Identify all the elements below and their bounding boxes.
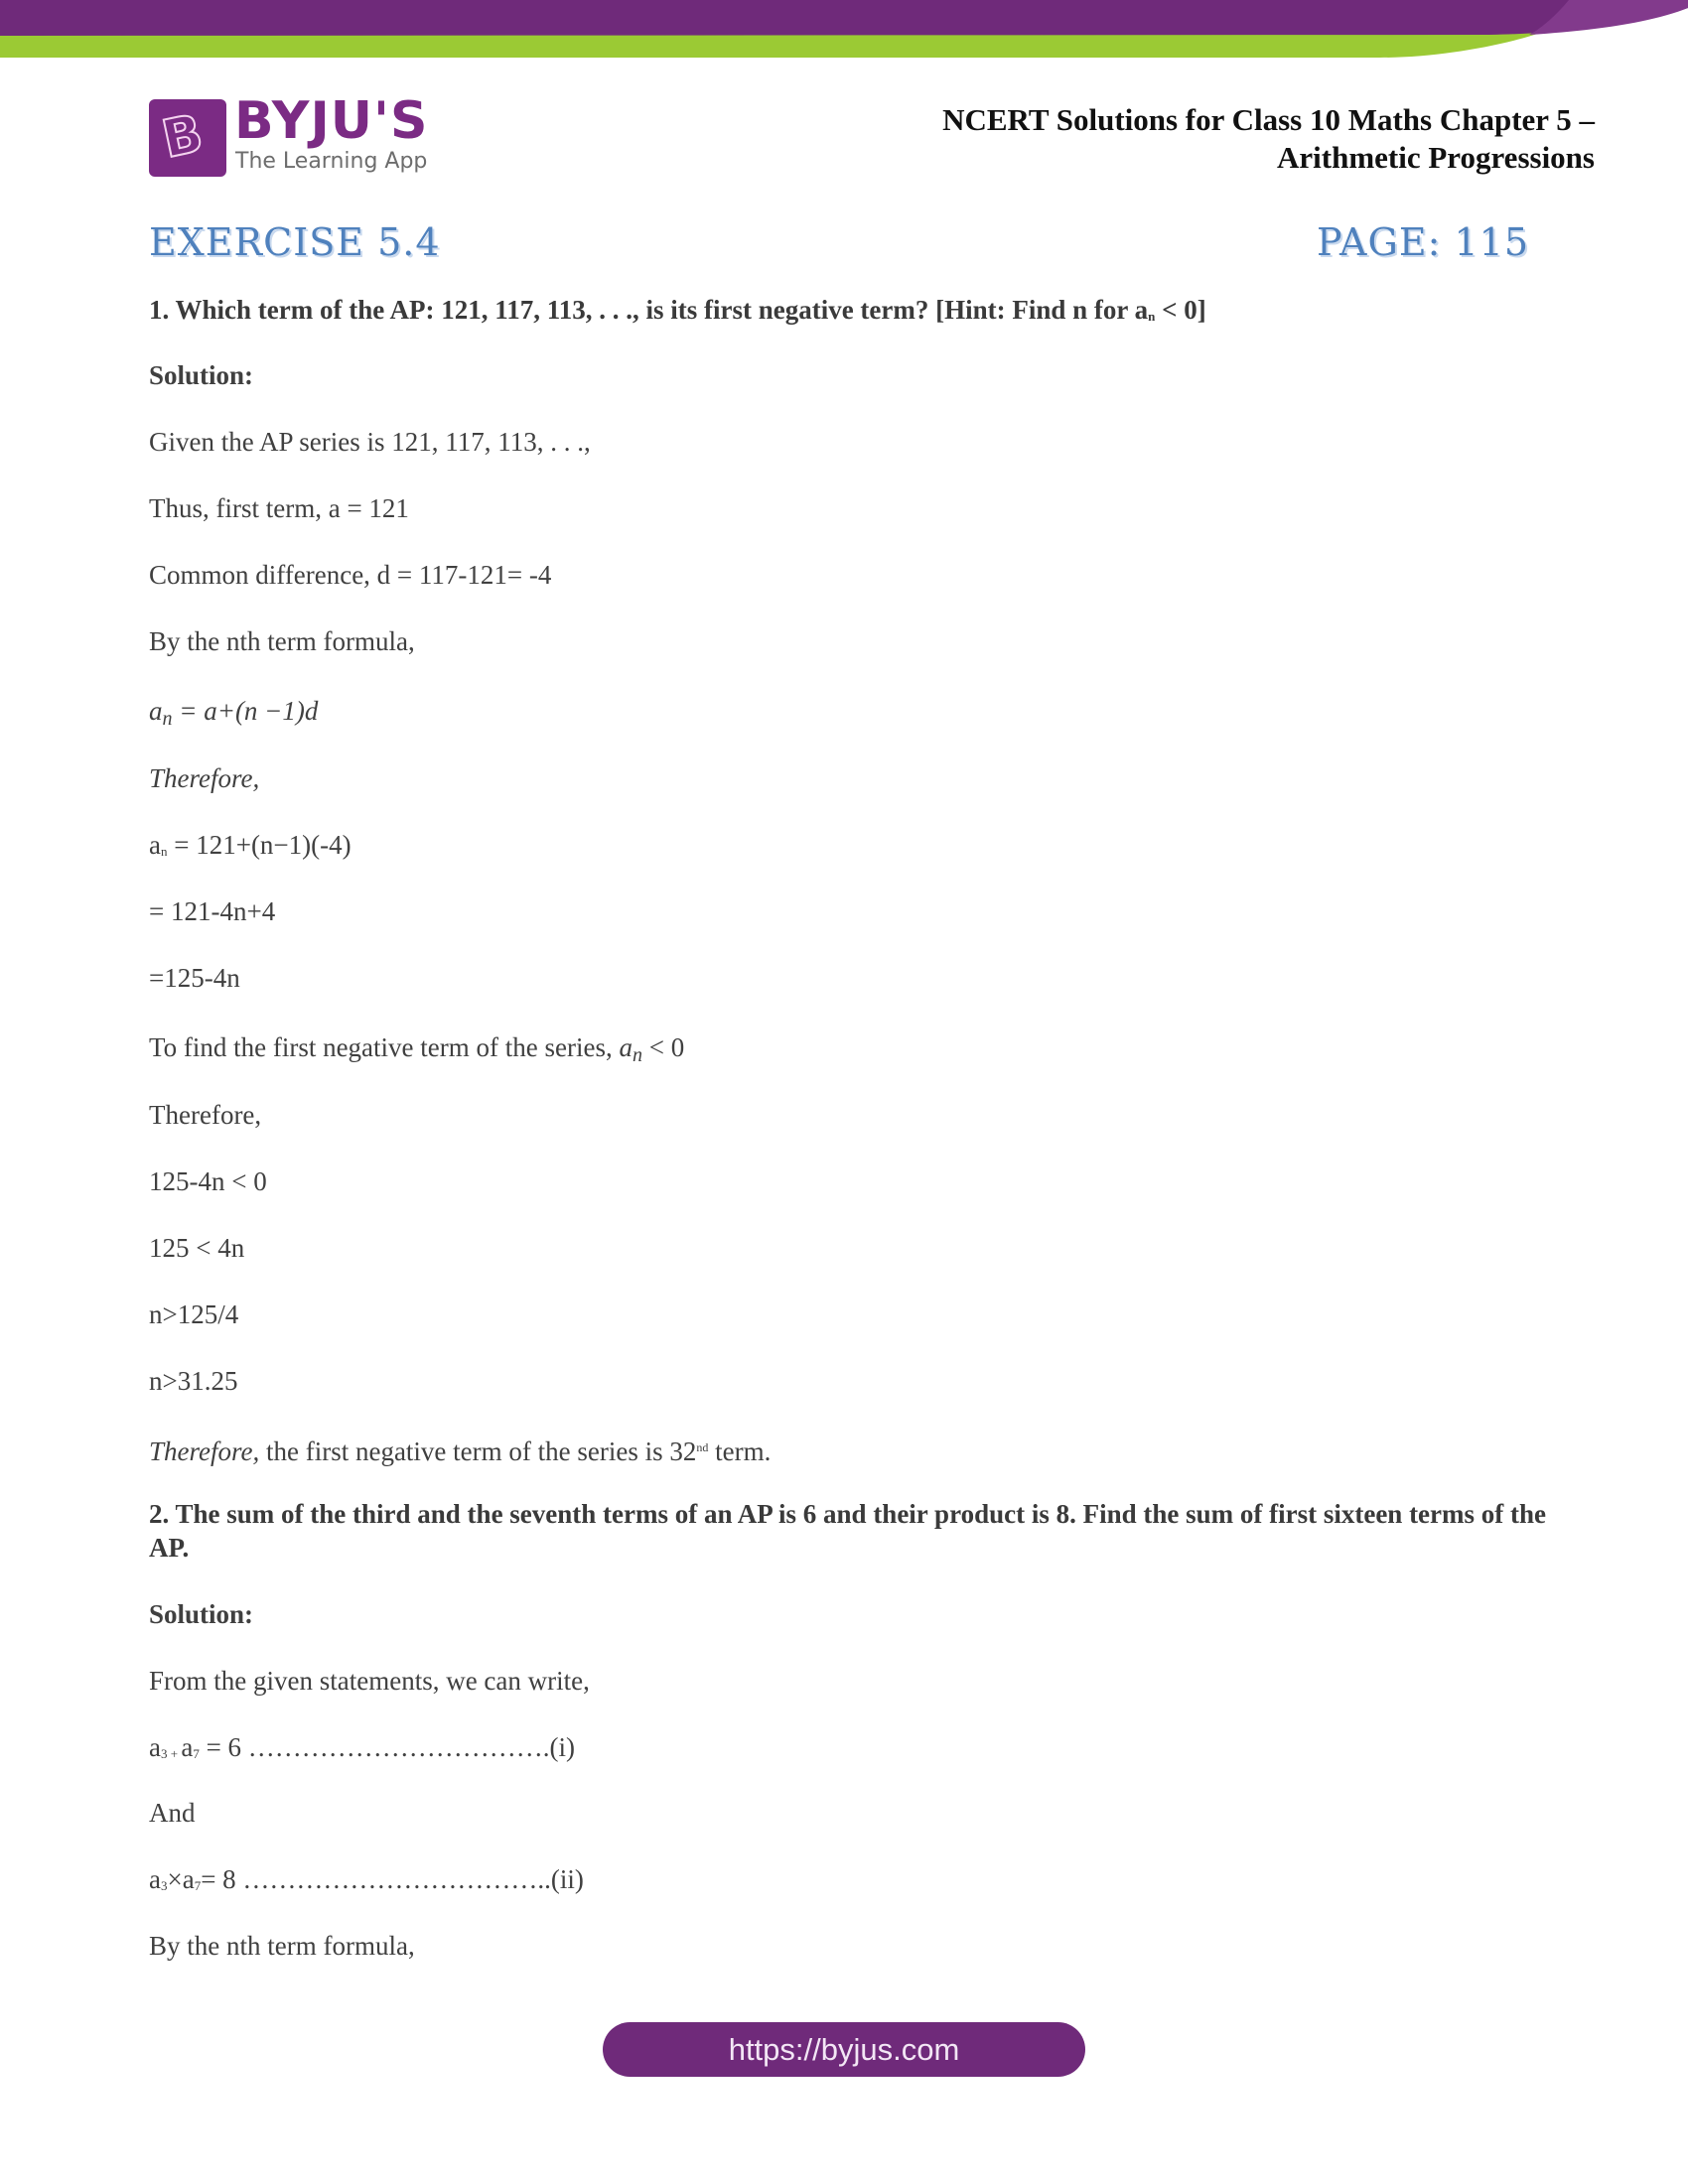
superscript: nd xyxy=(696,1440,709,1454)
equation-1 xyxy=(149,1731,575,1770)
solution-line: And xyxy=(149,1798,196,1828)
conclusion-line xyxy=(149,1432,771,1467)
text: term. xyxy=(708,1436,772,1466)
solution-label: Solution: xyxy=(149,360,254,390)
text: Therefore, xyxy=(149,1436,260,1466)
byjus-website-link[interactable]: https://byjus.com xyxy=(603,2022,1085,2077)
question-2: 2. The sum of the third and the seventh terms of an AP is 6 and their product is 8. Find the sum of first sixteen terms of the AP. xyxy=(149,1499,1547,1563)
formula-var: a xyxy=(149,1864,161,1894)
byjus-logo xyxy=(149,91,432,179)
nth-term-formula xyxy=(149,695,318,735)
solution-line: Given the AP series is 121, 117, 113, . . ., xyxy=(149,427,591,457)
formula-rest: = 8 ……………………………..(ii) xyxy=(201,1864,584,1894)
equation-2 xyxy=(149,1863,584,1902)
exercise-heading: EXERCISE 5.4 xyxy=(149,220,441,264)
subscript: 3 + xyxy=(160,1746,182,1761)
solution-line: Therefore, xyxy=(149,763,260,793)
subscript: n xyxy=(1148,309,1156,324)
solution-line: 125 < 4n xyxy=(149,1233,245,1263)
solution-line: n>31.25 xyxy=(149,1366,238,1396)
formula-rest: = 121+(n−1)(-4) xyxy=(167,830,352,860)
solution-line xyxy=(149,829,352,868)
question-1-text-end: < 0] xyxy=(1155,295,1206,325)
subscript: 7 xyxy=(194,1878,202,1893)
solution-label: Solution: xyxy=(149,1599,254,1629)
subscript: n xyxy=(632,1044,642,1066)
document-title-line2: Arithmetic Progressions xyxy=(1277,140,1595,175)
document-title xyxy=(942,101,1595,177)
formula-var: a xyxy=(149,830,161,860)
document-title-line1: NCERT Solutions for Class 10 Maths Chapter 5 – xyxy=(942,102,1595,137)
logo-tagline: The Learning App xyxy=(235,149,428,174)
subscript: n xyxy=(160,844,168,859)
subscript: n xyxy=(162,708,173,730)
logo-mark-icon: B xyxy=(149,99,226,177)
formula-rest: = a+(n −1)d xyxy=(172,696,319,726)
solution-line: From the given statements, we can write, xyxy=(149,1666,590,1696)
header-banner xyxy=(0,0,1688,69)
text: To find the first negative term of the series, xyxy=(149,1032,620,1062)
text: < 0 xyxy=(641,1032,685,1062)
page-number-heading: PAGE: 115 xyxy=(1316,220,1529,264)
formula-var: ×a xyxy=(167,1864,195,1894)
formula-var: a xyxy=(181,1732,194,1762)
solution-line xyxy=(149,1031,684,1071)
text: the first negative term of the series is 32 xyxy=(259,1436,697,1466)
formula-rest: = 6 …………………………….(i) xyxy=(199,1732,576,1762)
solution-line: n>125/4 xyxy=(149,1299,239,1329)
question-1-text: 1. Which term of the AP: 121, 117, 113, . . ., is its first negative term? [Hint: Find n for a xyxy=(149,295,1149,325)
subscript: 3 xyxy=(160,1878,168,1893)
subscript: 7 xyxy=(193,1746,200,1761)
solution-line: =125-4n xyxy=(149,963,240,993)
formula-var: a xyxy=(149,1732,161,1762)
formula-var: a xyxy=(149,696,163,726)
solution-line: Common difference, d = 117-121= -4 xyxy=(149,560,552,590)
solution-line: By the nth term formula, xyxy=(149,626,415,656)
solution-line: Thus, first term, a = 121 xyxy=(149,493,409,523)
solution-line: 125-4n < 0 xyxy=(149,1166,267,1196)
formula-var: a xyxy=(619,1032,633,1062)
logo-name: BYJU'S xyxy=(234,91,429,151)
solution-line: = 121-4n+4 xyxy=(149,896,276,926)
question-1 xyxy=(149,294,1206,333)
solution-line: Therefore, xyxy=(149,1100,262,1130)
solution-line: By the nth term formula, xyxy=(149,1931,415,1961)
